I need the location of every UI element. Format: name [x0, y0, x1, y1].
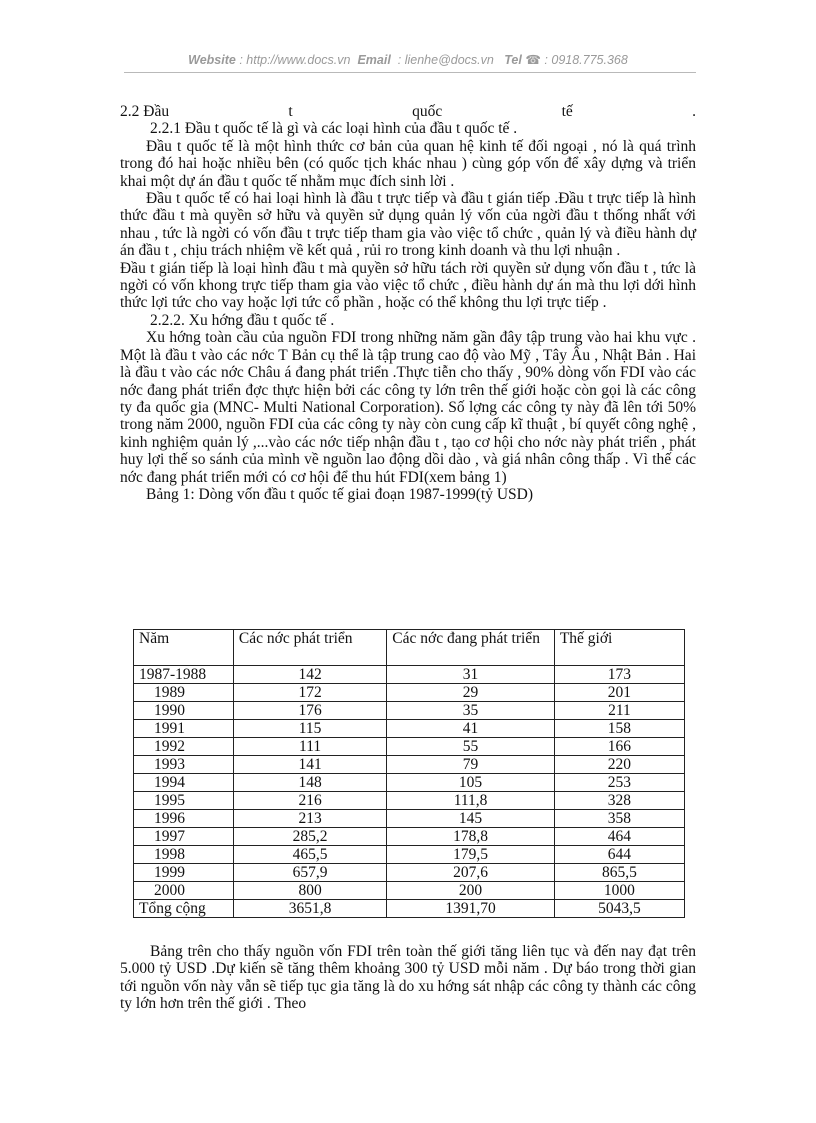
section-title-word: quốc: [412, 103, 443, 120]
email-value: : lienhe@docs.vn: [397, 53, 494, 67]
table-row: [134, 774, 685, 792]
table-cell: 35: [387, 702, 555, 720]
table-cell: 142: [233, 666, 386, 684]
table-cell: 1992: [134, 738, 234, 756]
table-cell: 111,8: [387, 792, 555, 810]
table-row: [134, 882, 685, 900]
table-cell: 178,8: [387, 828, 555, 846]
table-cell: 2000: [134, 882, 234, 900]
table-cell: 657,9: [233, 864, 386, 882]
table-cell: Tổng cộng: [134, 900, 234, 918]
paragraph: Đầu t quốc tế là một hình thức cơ bản của quan hệ kinh tế đối ngoại , nó là quá trình trong đó hai hoặc nhiều bên (có quốc tịch khác nhau ) cùng góp vốn để xây dựng và triển khai một dự án đầu t quốc tế nhằm mục đích sinh lời .: [120, 137, 696, 190]
table-cell: 166: [554, 738, 684, 756]
table-cell: 285,2: [233, 828, 386, 846]
table-cell: 253: [554, 774, 684, 792]
table-cell: 158: [554, 720, 684, 738]
section-title: [120, 103, 696, 120]
table-cell: 141: [233, 756, 386, 774]
table-row: [134, 792, 685, 810]
column-header: Các nớc đang phát triển: [387, 630, 555, 666]
table-cell: 173: [554, 666, 684, 684]
table-cell: 213: [233, 810, 386, 828]
table-cell: 1391,70: [387, 900, 555, 918]
page-header: [0, 52, 816, 67]
paragraph: Bảng trên cho thấy nguồn vốn FDI trên toàn thế giới tăng liên tục và đến nay đạt trên 5.000 tỷ USD .Dự kiến sẽ tăng thêm khoảng 300 tỷ USD mỗi năm . Dự báo trong thời gian tới nguồn vốn này vẫn sẽ tiếp tục gia tăng là do xu hớng sát nhập các công ty thành các công ty lớn hơn trên thế giới . Theo: [120, 943, 696, 1013]
paragraph: Xu hớng toàn cầu của nguồn FDI trong những năm gần đây tập trung vào hai khu vực . Một là đầu t vào các nớc T Bản cụ thể là tập trung cao độ vào Mỹ , Tây Âu , Nhật Bản . Hai là đầu t vào các nớc Châu á đang phát triển .Thực tiễn cho thấy , 90% dòng vốn FDI vào các nớc đang phát triển đợc thực hiện bởi các công ty lớn trên thế giới hoặc còn gọi là các công ty đa quốc gia (MNC- Multi National Corporation). Số lợng các công ty này đã lên tới 50% trong năm 2000, nguồn FDI của các công ty này còn cung cấp kĩ thuật , bí quyết công nghệ , kinh nghiệm quản lý ,...vào các nớc tiếp nhận đầu t , tạo cơ hội cho nớc này phát triển , phát huy lợi thế so sánh của mình về nguồn lao động dồi dào , và giá nhân công thấp . Vì thế các nớc đang phát triển mới có cơ hội để thu hút FDI(xem bảng 1): [120, 329, 696, 486]
table-cell: 55: [387, 738, 555, 756]
email-label: Email: [357, 53, 391, 67]
paragraph: Đầu t gián tiếp là loại hình đầu t mà quyền sở hữu tách rời quyền sử dụng vốn đầu t , tức là ngời có vốn khong trực tiếp tham gia vào việc tổ chức , điều hành dự án mà thu lợi dới hình thức lợi tức cho vay hoặc lợi tức cổ phần , hoặc có thể không thu lợi trực tiếp .: [120, 259, 696, 312]
table-cell: 1000: [554, 882, 684, 900]
table-row: [134, 864, 685, 882]
table-cell: 1990: [134, 702, 234, 720]
table-cell: 216: [233, 792, 386, 810]
table-header-row: [134, 630, 685, 666]
table-cell: 207,6: [387, 864, 555, 882]
table-cell: 800: [233, 882, 386, 900]
table-cell: 5043,5: [554, 900, 684, 918]
table-row: [134, 702, 685, 720]
column-header: Thế giới: [554, 630, 684, 666]
table-cell: 176: [233, 702, 386, 720]
table-cell: 145: [387, 810, 555, 828]
website-label: Website: [188, 53, 236, 67]
document-body: [120, 103, 696, 503]
paragraph: Đầu t quốc tế có hai loại hình là đầu t trực tiếp và đầu t gián tiếp .Đầu t trực tiếp là hình thức đầu t mà quyền sở hữu và quyền sử dụng quản lý vốn của ngời đầu t thống nhất với nhau , tức là ngời có vốn đầu t trực tiếp tham gia vào việc tổ chức , quản lý và điều hành dự án đầu t , chịu trách nhiệm về kết quả , rủi ro trong kinh doanh và thu lợi nhuận .: [120, 190, 696, 260]
website-value: : http://www.docs.vn: [239, 53, 351, 67]
table-cell: 29: [387, 684, 555, 702]
table-cell: 328: [554, 792, 684, 810]
table-row: [134, 756, 685, 774]
table-cell: 211: [554, 702, 684, 720]
table-cell: 644: [554, 846, 684, 864]
section-number: 2.2: [120, 103, 140, 120]
subsection-heading: 2.2.2. Xu hớng đầu t quốc tế .: [150, 311, 335, 329]
table-caption: Bảng 1: Dòng vốn đầu t quốc tế giai đoạn 1987-1999(tỷ USD): [146, 485, 534, 503]
table-cell: 1989: [134, 684, 234, 702]
header-divider: [124, 72, 696, 73]
table-cell: 865,5: [554, 864, 684, 882]
table-cell: 105: [387, 774, 555, 792]
table-row: [134, 810, 685, 828]
table-row: [134, 720, 685, 738]
table-cell: 220: [554, 756, 684, 774]
table-cell: 1995: [134, 792, 234, 810]
table-cell: 358: [554, 810, 684, 828]
table-cell: 465,5: [233, 846, 386, 864]
table-total-row: [134, 900, 685, 918]
table-cell: 115: [233, 720, 386, 738]
table-row: [134, 666, 685, 684]
table-cell: 179,5: [387, 846, 555, 864]
table-row: [134, 846, 685, 864]
table-cell: 111: [233, 738, 386, 756]
table-cell: 1999: [134, 864, 234, 882]
table-cell: 1996: [134, 810, 234, 828]
tel-label: Tel: [504, 53, 522, 67]
subsection-heading: 2.2.1 Đầu t quốc tế là gì và các loại hình của đầu t quốc tế .: [150, 120, 518, 138]
table-cell: 1994: [134, 774, 234, 792]
table-cell: 3651,8: [233, 900, 386, 918]
section-title-word: tế: [561, 103, 573, 120]
table-cell: 1991: [134, 720, 234, 738]
table-cell: 1997: [134, 828, 234, 846]
table-cell: 1993: [134, 756, 234, 774]
phone-icon: ☎: [525, 53, 541, 67]
table-cell: 41: [387, 720, 555, 738]
section-title-word: .: [692, 103, 696, 120]
table-cell: 148: [233, 774, 386, 792]
column-header: Năm: [134, 630, 234, 666]
table-cell: 464: [554, 828, 684, 846]
column-header: Các nớc phát triển: [233, 630, 386, 666]
section-title-word: Đầu: [143, 103, 170, 120]
table-cell: 1987-1988: [134, 666, 234, 684]
table-cell: 79: [387, 756, 555, 774]
table-cell: 201: [554, 684, 684, 702]
table-cell: 172: [233, 684, 386, 702]
table-row: [134, 684, 685, 702]
tel-value: : 0918.775.368: [544, 53, 628, 67]
section-title-word: t: [288, 103, 293, 120]
table-row: [134, 828, 685, 846]
closing-text: [120, 943, 696, 1013]
table-cell: 200: [387, 882, 555, 900]
table-cell: 31: [387, 666, 555, 684]
table-cell: 1998: [134, 846, 234, 864]
fdi-table: [133, 629, 685, 918]
table-row: [134, 738, 685, 756]
